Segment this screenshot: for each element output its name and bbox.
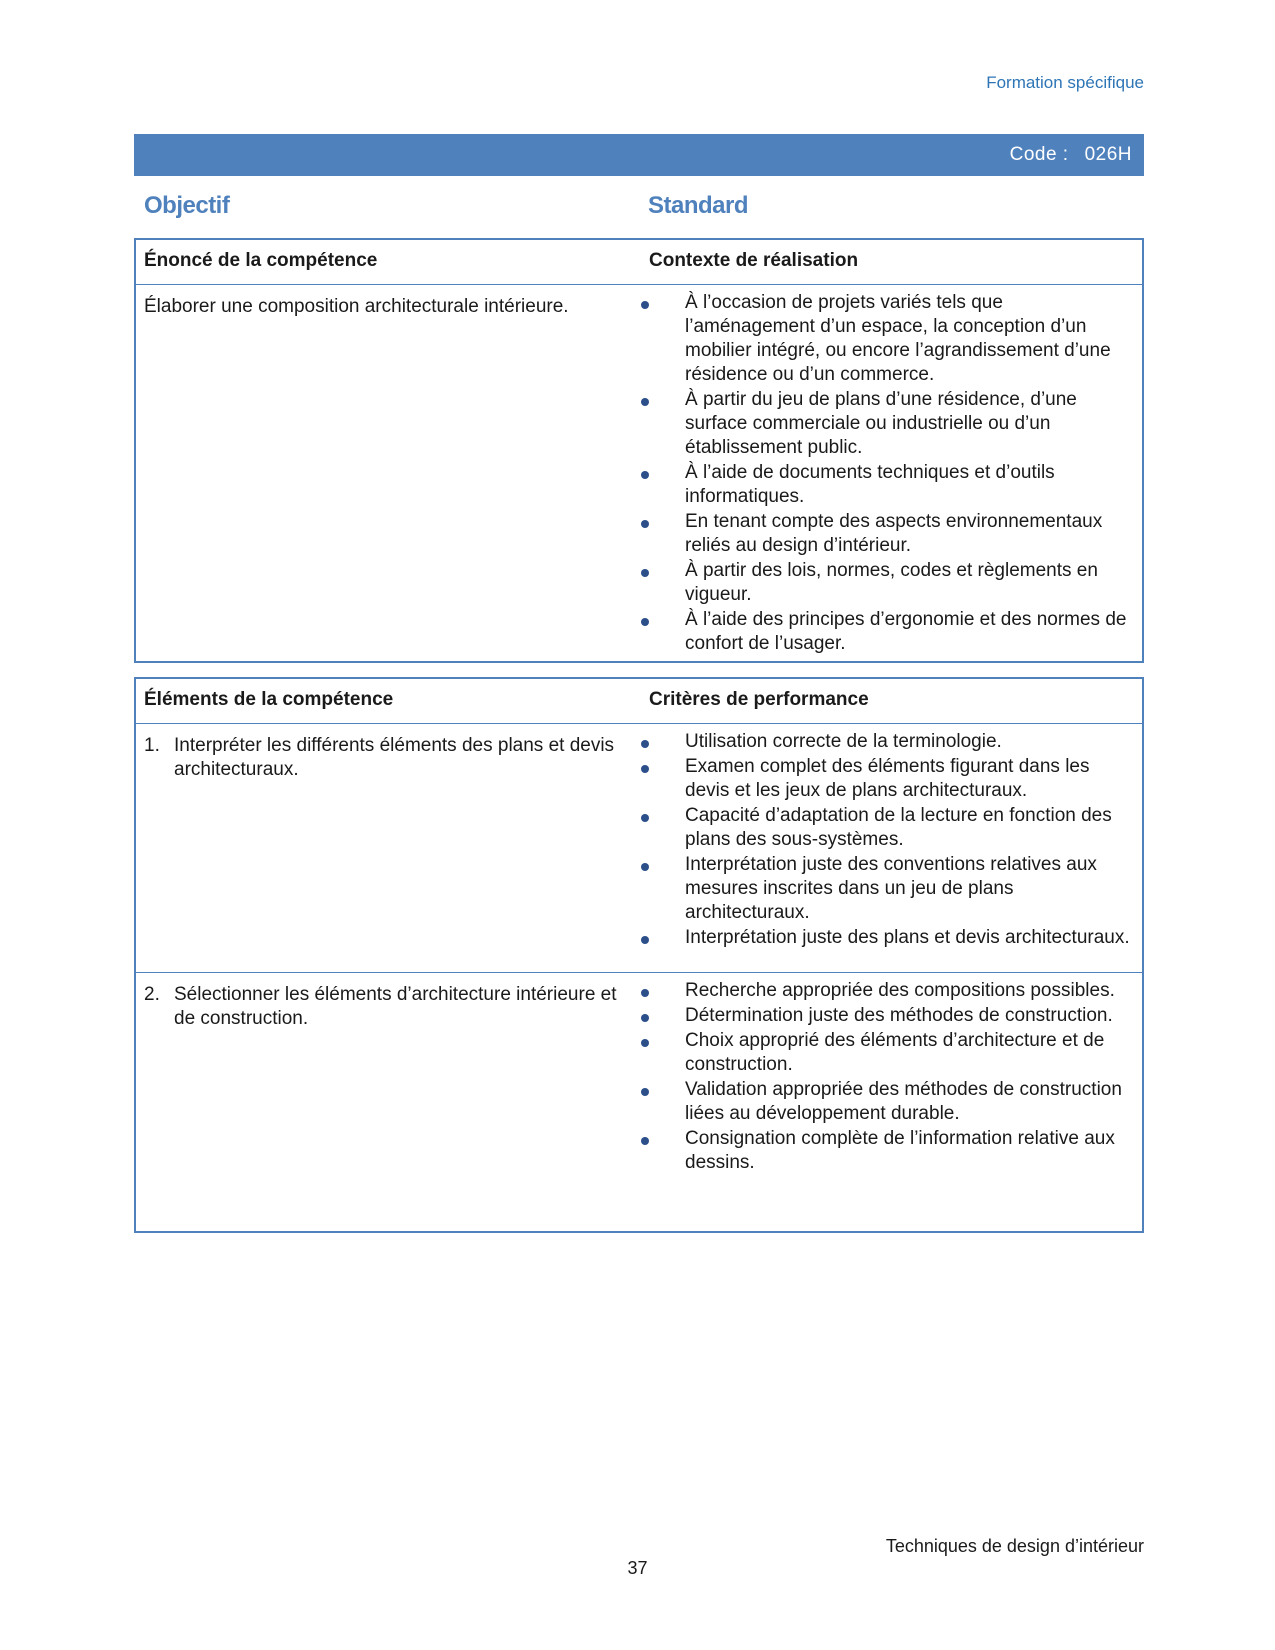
elements-header: Éléments de la compétence [144, 689, 394, 710]
context-item: En tenant compte des aspects environnementaux reliés au design d’intérieur. [641, 510, 1132, 558]
criteria-item: Interprétation juste des plans et devis architecturaux. [641, 926, 1132, 950]
criteria-item: Interprétation juste des conventions relatives aux mesures inscrites dans un jeu de plans architecturaux. [641, 853, 1132, 925]
criteria-item: Examen complet des éléments figurant dans les devis et les jeux de plans architecturaux. [641, 755, 1132, 803]
standard-title: Standard [648, 192, 749, 219]
context-cell [641, 285, 1142, 663]
context-item: À l’aide des principes d’ergonomie et des normes de confort de l’usager. [641, 608, 1132, 656]
context-list [641, 291, 1132, 656]
code-bar [134, 134, 1144, 176]
element-text: Sélectionner les éléments d’architecture intérieure et de construction. [174, 984, 617, 1029]
competence-statement: Élaborer une composition architecturale intérieure. [144, 296, 569, 317]
element-cell [136, 973, 641, 1182]
criteria-list [641, 979, 1132, 1175]
element-number: 2. [144, 984, 160, 1005]
criteria-item: Consignation complète de l’information relative aux dessins. [641, 1127, 1132, 1175]
criteria-item: Recherche appropriée des compositions possibles. [641, 979, 1132, 1003]
criteria-item: Validation appropriée des méthodes de construction liées au développement durable. [641, 1078, 1132, 1126]
element-number: 1. [144, 735, 160, 756]
criteria-item: Utilisation correcte de la terminologie. [641, 730, 1132, 754]
code-label: Code : [1009, 144, 1069, 165]
criteria-cell [641, 724, 1142, 972]
header-section-label: Formation spécifique [986, 73, 1144, 92]
criteria-list [641, 730, 1132, 950]
page-number: 37 [627, 1558, 648, 1578]
elements-table [134, 677, 1144, 1233]
element-text: Interpréter les différents éléments des plans et devis architecturaux. [174, 735, 615, 780]
context-item: À partir des lois, normes, codes et règlements en vigueur. [641, 559, 1132, 607]
competence-table-header [136, 240, 1142, 285]
footer-program-name: Techniques de design d’intérieur [885, 1536, 1144, 1556]
criteria-item: Capacité d’adaptation de la lecture en fonction des plans des sous-systèmes. [641, 804, 1132, 852]
criteres-header: Critères de performance [649, 689, 869, 710]
criteria-cell [641, 973, 1142, 1182]
context-item: À l’occasion de projets variés tels que l’aménagement d’un espace, la conception d’un mobilier intégré, ou encore l’agrandissement d’une résidence ou d’un commerce. [641, 291, 1132, 387]
criteria-item: Choix approprié des éléments d’architecture et de construction. [641, 1029, 1132, 1077]
enonce-header: Énoncé de la compétence [144, 250, 378, 271]
table-row [136, 972, 1142, 1182]
elements-table-header [136, 679, 1142, 724]
context-item: À partir du jeu de plans d’une résidence, d’une surface commerciale ou industrielle ou d’un établissement public. [641, 388, 1132, 460]
element-cell [136, 724, 641, 972]
context-item: À l’aide de documents techniques et d’outils informatiques. [641, 461, 1132, 509]
criteria-item: Détermination juste des méthodes de construction. [641, 1004, 1132, 1028]
table-row [136, 724, 1142, 972]
code-value: 026H [1084, 144, 1132, 165]
contexte-header: Contexte de réalisation [649, 250, 859, 271]
objectif-title: Objectif [144, 192, 230, 219]
competence-table-row [136, 285, 1142, 663]
competence-table [134, 238, 1144, 663]
